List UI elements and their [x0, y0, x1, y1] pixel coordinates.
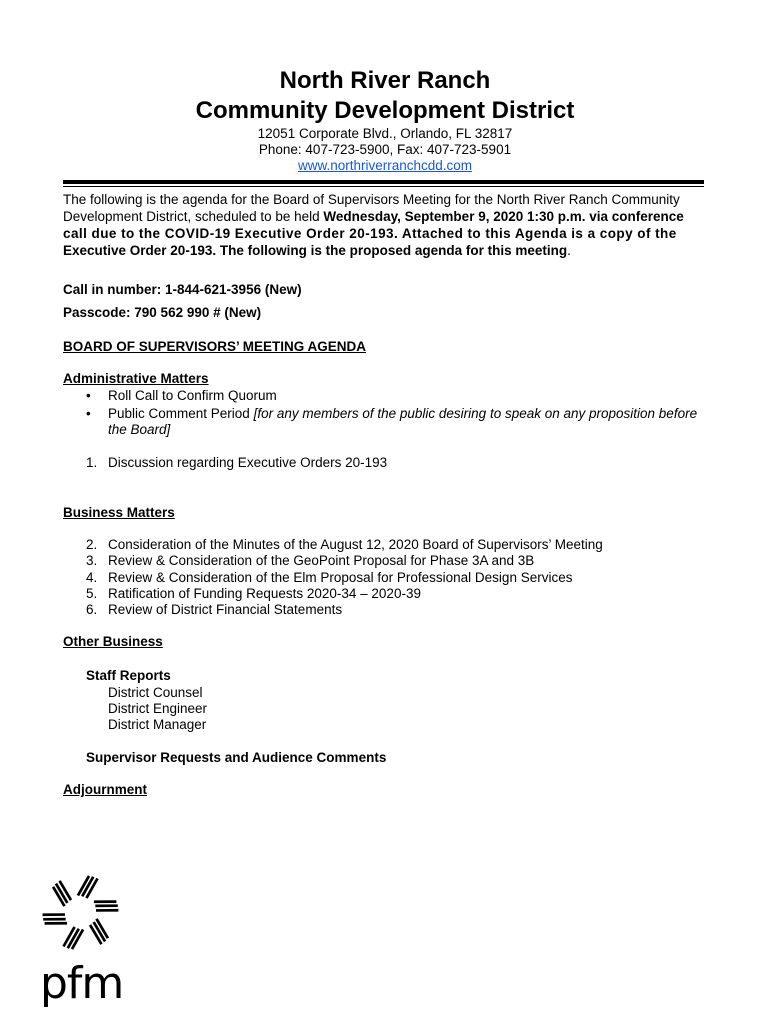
- intro-line-4-bold: Executive Order 20-193. The following is the proposed agenda for this meeting: [63, 243, 568, 258]
- call-in-number: Call in number: 1-844-621-3956 (New): [63, 282, 302, 297]
- phone-fax: Phone: 407-723-5900, Fax: 407-723-5901: [258, 142, 512, 157]
- staff-report-item: District Manager: [108, 717, 207, 732]
- district-title-line1: North River Ranch: [279, 67, 491, 94]
- meeting-date-time: Wednesday, September 9, 2020 1:30 p.m. via conference: [323, 209, 684, 224]
- agenda-heading: BOARD OF SUPERVISORS’ MEETING AGENDA: [63, 339, 367, 354]
- agenda-item-text: Review & Consideration of the Elm Proposal for Professional Design Services: [108, 570, 573, 585]
- intro-line-2-normal: Development District, scheduled to be held: [63, 209, 324, 224]
- agenda-item-text: Review of District Financial Statements: [108, 602, 343, 617]
- pfm-logo-icon: [38, 870, 123, 955]
- public-comment-note-cont: the Board]: [108, 422, 171, 437]
- bullet-icon: •: [86, 388, 91, 403]
- public-comment-item: [108, 406, 697, 423]
- supervisor-requests: Supervisor Requests and Audience Comments: [86, 750, 387, 765]
- agenda-item-number: 5.: [86, 586, 98, 601]
- agenda-item-number: 1.: [86, 455, 98, 470]
- staff-report-item: District Engineer: [108, 701, 208, 716]
- public-comment-note: [for any members of the public desiring to speak on any proposition before: [253, 406, 698, 421]
- agenda-item-text: Ratification of Funding Requests 2020-34 – 2020-39: [108, 586, 421, 601]
- bullet-icon: •: [86, 406, 91, 421]
- intro-paragraph: [63, 191, 708, 259]
- intro-line-1: The following is the agenda for the Board of Supervisors Meeting for the North River Ranch Community: [63, 192, 680, 207]
- staff-reports-heading: Staff Reports: [86, 668, 171, 683]
- roll-call-item: Roll Call to Confirm Quorum: [108, 388, 277, 403]
- agenda-item-number: 2.: [86, 537, 98, 552]
- intro-line-3: call due to the COVID-19 Executive Order 20-193. Attached to this Agenda is a copy of the: [63, 226, 677, 241]
- intro-line-4-end: .: [567, 243, 571, 258]
- website-link[interactable]: www.northriverranchcdd.com: [297, 158, 473, 173]
- header-divider-thick: [63, 180, 704, 184]
- public-comment-label: Public Comment Period: [108, 406, 250, 421]
- pfm-logo-text: pfm: [40, 958, 124, 1009]
- intro-line-4: [63, 242, 708, 259]
- business-matters-heading: Business Matters: [63, 505, 175, 520]
- passcode: Passcode: 790 562 990 # (New): [63, 305, 262, 320]
- agenda-item-text: Review & Consideration of the GeoPoint Proposal for Phase 3A and 3B: [108, 553, 535, 568]
- header-divider-thin: [63, 186, 704, 187]
- administrative-matters-heading: Administrative Matters: [63, 371, 209, 386]
- staff-report-item: District Counsel: [108, 685, 203, 700]
- district-title-line2: Community Development District: [195, 97, 575, 124]
- agenda-item-number: 6.: [86, 602, 98, 617]
- agenda-item-number: 4.: [86, 570, 98, 585]
- other-business-heading: Other Business: [63, 634, 163, 649]
- agenda-item-text: Discussion regarding Executive Orders 20-193: [108, 455, 388, 470]
- agenda-item-number: 3.: [86, 553, 98, 568]
- adjournment-heading: Adjournment: [63, 782, 147, 797]
- agenda-item-text: Consideration of the Minutes of the August 12, 2020 Board of Supervisors’ Meeting: [108, 537, 603, 552]
- address: 12051 Corporate Blvd., Orlando, FL 32817: [257, 126, 513, 141]
- intro-line-2: [63, 208, 708, 225]
